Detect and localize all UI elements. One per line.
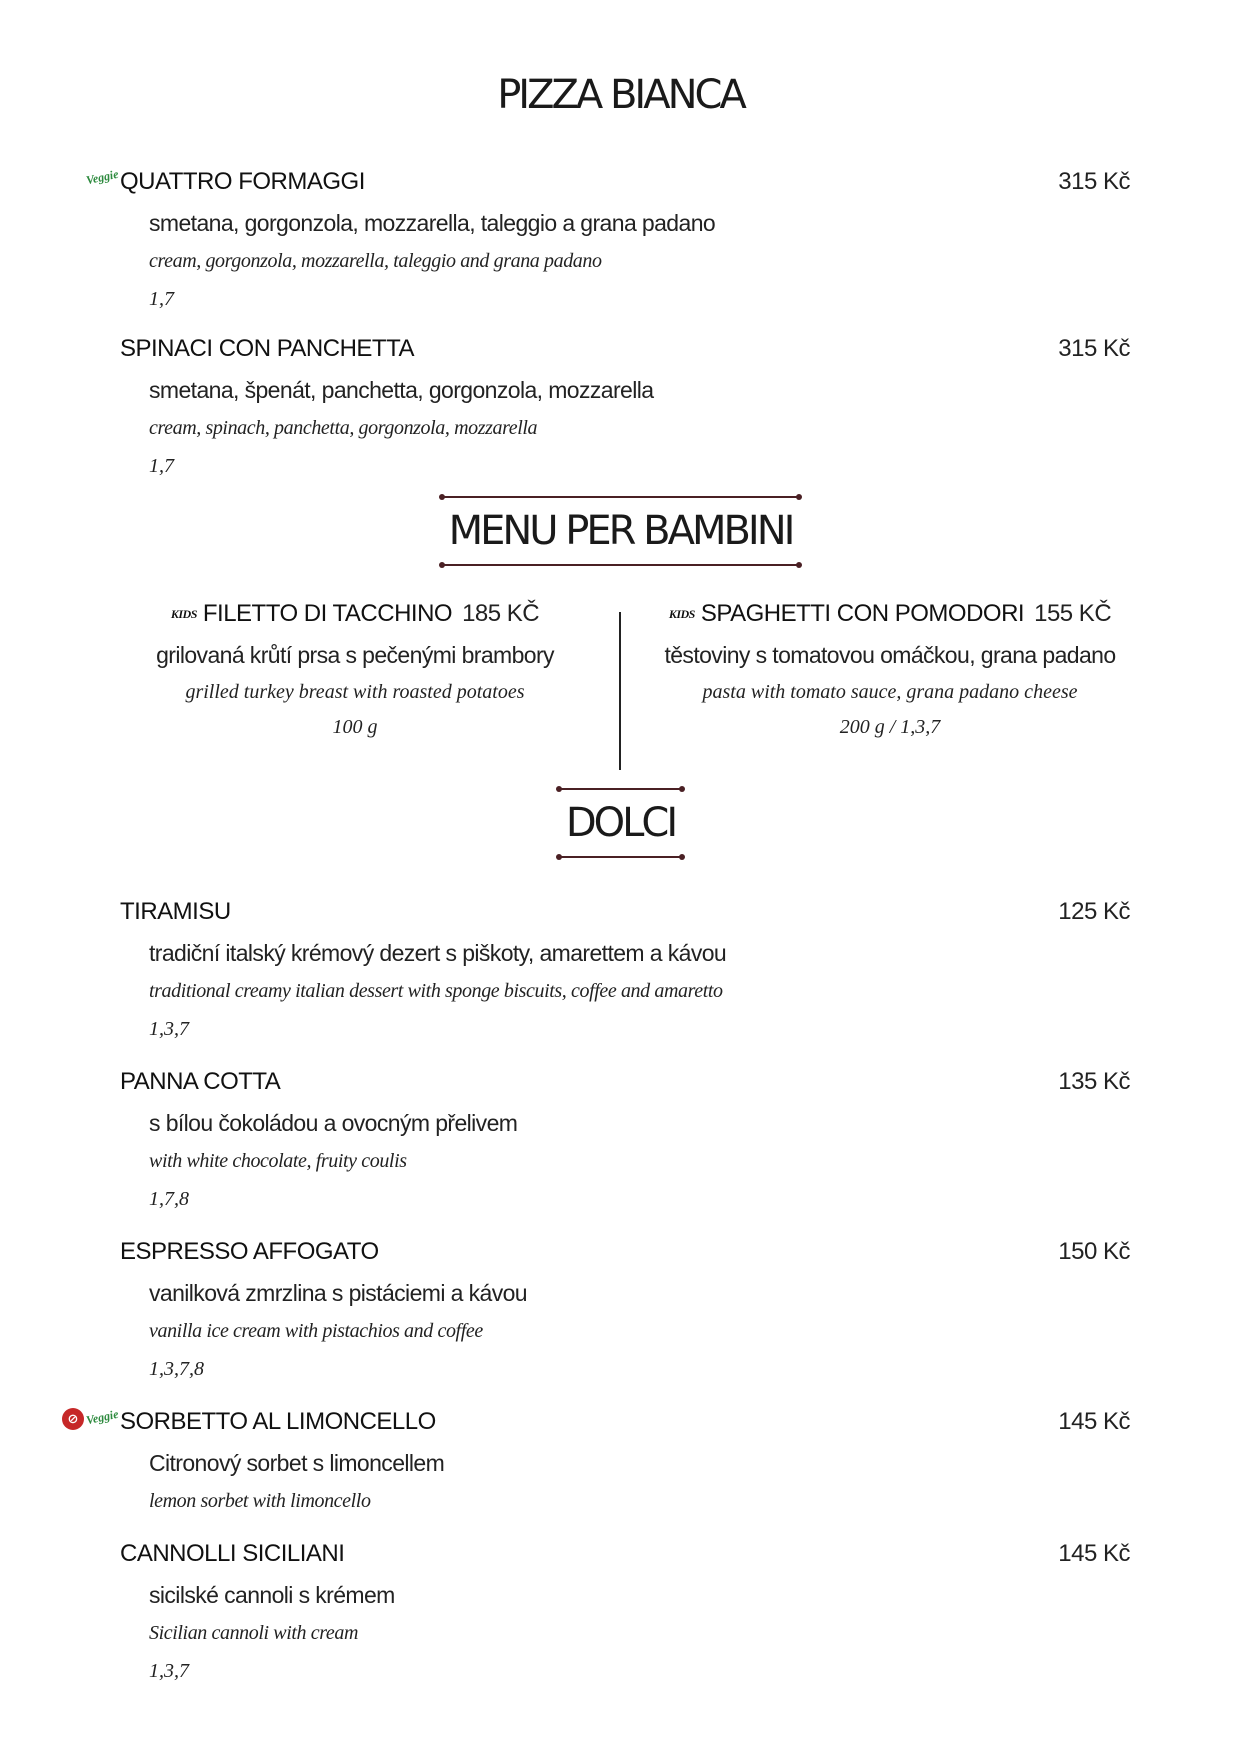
item-name: CANNOLLI SICILIANI: [120, 1540, 345, 1567]
ornamental-rule-bottom: [558, 856, 683, 858]
item-allergens: 1,7,8: [149, 1188, 189, 1210]
kids-item-spaghetti-con-pomodori: [630, 600, 1150, 739]
item-description-cz: těstoviny s tomatovou omáčkou, grana padano: [664, 642, 1116, 668]
kids-column-divider: [619, 612, 621, 770]
item-name: SPINACI CON PANCHETTA: [120, 335, 414, 362]
item-description-cz: Citronový sorbet s limoncellem: [149, 1450, 445, 1476]
item-description-cz: tradiční italský krémový dezert s piškoty, amarettem a kávou: [149, 940, 727, 966]
item-description-cz: smetana, špenát, panchetta, gorgonzola, mozzarella: [149, 377, 654, 403]
item-price: 315 Kč: [1058, 335, 1130, 362]
item-description-cz: s bílou čokoládou a ovocným přelivem: [149, 1110, 518, 1136]
section-header-bambini: [0, 496, 1241, 566]
section-title-bambini: MENU PER BAMBINI: [448, 508, 793, 554]
item-price: 155 KČ: [1034, 600, 1112, 627]
kids-item-filetto-di-tacchino: [100, 600, 610, 739]
item-allergens: 1,3,7,8: [149, 1358, 204, 1380]
kids-badge-icon: KIDS: [170, 607, 197, 622]
item-allergens: 1,3,7: [149, 1660, 189, 1682]
item-description-cz: smetana, gorgonzola, mozzarella, taleggio a grana padano: [149, 210, 716, 236]
item-weight-allergens: 200 g / 1,3,7: [839, 716, 941, 738]
item-weight: 100 g: [332, 716, 378, 738]
item-price: 145 Kč: [1058, 1408, 1130, 1435]
item-description-en: traditional creamy italian dessert with sponge biscuits, coffee and amaretto: [149, 980, 723, 1002]
item-description-cz: grilovaná krůtí prsa s pečenými brambory: [156, 642, 554, 668]
gluten-free-icon: ⊘: [62, 1408, 84, 1430]
item-description-en: grilled turkey breast with roasted potatoes: [185, 681, 525, 703]
item-price: 145 Kč: [1058, 1540, 1130, 1567]
section-title-pizza-bianca: PIZZA BIANCA: [497, 72, 744, 118]
item-name: PANNA COTTA: [120, 1068, 281, 1095]
veggie-badge-icon: Veggie: [84, 1406, 120, 1428]
item-price: 135 Kč: [1058, 1068, 1130, 1095]
item-description-en: pasta with tomato sauce, grana padano cheese: [702, 681, 1078, 703]
item-price: 315 Kč: [1058, 168, 1130, 195]
section-header-dolci: [0, 788, 1241, 858]
item-description-en: cream, gorgonzola, mozzarella, taleggio and grana padano: [149, 250, 602, 272]
item-description-cz: vanilková zmrzlina s pistáciemi a kávou: [149, 1280, 527, 1306]
item-name: SORBETTO AL LIMONCELLO: [120, 1408, 436, 1435]
item-description-cz: sicilské cannoli s krémem: [149, 1582, 395, 1608]
item-name: SPAGHETTI CON POMODORI: [700, 600, 1025, 627]
item-name: ESPRESSO AFFOGATO: [120, 1238, 379, 1265]
ornamental-rule-top: [558, 788, 683, 790]
ornamental-rule-bottom: [441, 564, 801, 566]
item-description-en: cream, spinach, panchetta, gorgonzola, mozzarella: [149, 417, 538, 439]
item-description-en: Sicilian cannoli with cream: [149, 1622, 358, 1644]
item-description-en: vanilla ice cream with pistachios and coffee: [149, 1320, 483, 1342]
section-title-dolci: DOLCI: [565, 800, 676, 846]
veggie-badge-icon: Veggie: [84, 166, 120, 188]
item-allergens: 1,7: [149, 288, 174, 310]
item-name: FILETTO DI TACCHINO: [202, 600, 453, 627]
item-description-en: with white chocolate, fruity coulis: [149, 1150, 407, 1172]
item-name: TIRAMISU: [120, 898, 231, 925]
item-description-en: lemon sorbet with limoncello: [149, 1490, 371, 1512]
item-price: 150 Kč: [1058, 1238, 1130, 1265]
item-allergens: 1,7: [149, 455, 174, 477]
ornamental-rule-top: [441, 496, 801, 498]
item-name: QUATTRO FORMAGGI: [120, 168, 365, 195]
item-allergens: 1,3,7: [149, 1018, 189, 1040]
item-price: 185 KČ: [462, 600, 540, 627]
kids-badge-icon: KIDS: [668, 607, 695, 622]
item-price: 125 Kč: [1058, 898, 1130, 925]
